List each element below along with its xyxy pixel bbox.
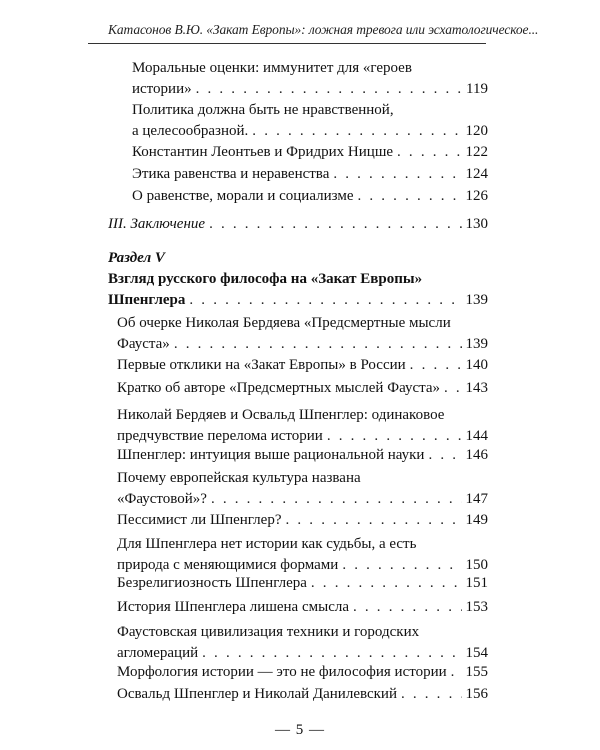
toc-page-number: 119 (466, 81, 488, 97)
toc-entry-text: Освальд Шпенглер и Николай Данилевский (117, 686, 397, 702)
toc-entry (117, 468, 488, 510)
toc-entry (117, 378, 488, 399)
toc-page-number: 155 (465, 664, 488, 680)
toc-entry-text: История Шпенглера лишена смысла (117, 599, 349, 615)
toc-entry-text: Фаустовская цивилизация техники и городских (117, 624, 420, 640)
toc-entry (117, 622, 488, 664)
toc-entry (117, 510, 488, 531)
toc-page-number: 151 (465, 575, 488, 591)
toc-entry-text: Шпенглер: интуиция выше рациональной науки (117, 447, 425, 463)
toc-page-number: 124 (465, 166, 488, 182)
dot-leader (401, 684, 462, 705)
dot-leader (202, 643, 461, 664)
toc-entry (117, 445, 488, 466)
toc-page-number: 144 (465, 428, 488, 444)
toc-entry-text: Взгляд русского философа на «Закат Европы» (108, 271, 423, 287)
toc-page-number: 153 (465, 599, 488, 615)
toc-entry-text: истории» (132, 81, 192, 97)
toc-page-number: 156 (465, 686, 488, 702)
toc-entry (117, 405, 488, 447)
toc-entry-text: Шпенглера (108, 292, 186, 308)
dot-leader (333, 164, 461, 185)
toc-entry-text: О равенстве, морали и социализме (132, 188, 354, 204)
toc-entry-text: агломераций (117, 645, 199, 661)
toc-entry-text: Почему европейская культура названа (117, 470, 361, 486)
dot-leader (286, 510, 462, 531)
toc-entry-text: Для Шпенглера нет истории как судьбы, а есть (117, 536, 417, 552)
toc-page-number: 139 (465, 336, 488, 352)
toc-entry-text: Политика должна быть не нравственной, (132, 102, 394, 118)
toc-entry-text: Николай Бердяев и Освальд Шпенглер: одинаковое (117, 407, 445, 423)
toc-page-number: 143 (465, 380, 488, 396)
running-head: Катасонов В.Ю. «Закат Европы»: ложная тревога или эсхатологическое... (108, 22, 539, 37)
page-number: — 5 — (275, 722, 325, 738)
dot-leader (174, 334, 462, 355)
header-rule (88, 43, 486, 44)
dot-leader (327, 426, 462, 447)
toc-entry-text: предчувствие перелома истории (117, 428, 323, 444)
toc-entry-text: Фауста» (117, 336, 170, 352)
toc-entry-text: Этика равенства и неравенства (132, 166, 330, 182)
toc-page-number: 147 (465, 491, 488, 507)
toc-entry (132, 186, 488, 207)
toc-page-number: 146 (465, 447, 488, 463)
dot-leader (444, 378, 461, 399)
dot-leader (189, 290, 461, 311)
toc-page-number: 149 (465, 512, 488, 528)
toc-entry (117, 355, 488, 376)
toc-entry (117, 662, 488, 683)
dot-leader (209, 214, 461, 235)
toc-page-number: 130 (465, 216, 488, 232)
toc-entry-text: Первые отклики на «Закат Европы» в России (117, 357, 406, 373)
toc-page-number: 126 (465, 188, 488, 204)
section-label: Раздел V (108, 250, 165, 266)
toc-entry-text: Кратко об авторе «Предсмертных мыслей Фауста» (117, 380, 441, 396)
toc-entry-text: а целесообразной. (132, 123, 249, 139)
toc-page-number: 120 (465, 123, 488, 139)
dot-leader (397, 142, 461, 163)
toc-entry-text: III. Заключение (108, 216, 206, 232)
toc-entry-text: «Фаустовой»? (117, 491, 207, 507)
dot-leader (357, 186, 461, 207)
toc-entry (117, 597, 488, 618)
toc-entry (132, 164, 488, 185)
toc-section-title (108, 269, 488, 311)
toc-page-number: 139 (465, 292, 488, 308)
dot-leader (252, 121, 461, 142)
toc-page-number: 150 (465, 557, 488, 573)
toc-entry (117, 534, 488, 576)
toc-entry (132, 142, 488, 163)
dot-leader (311, 573, 462, 594)
toc-entry-text: Пессимист ли Шпенглер? (117, 512, 282, 528)
toc-entry (117, 573, 488, 594)
dot-leader (211, 489, 462, 510)
toc-entry (132, 58, 488, 100)
toc-entry-text: Морфология истории — это не философия истории (117, 664, 447, 680)
toc-entry (117, 684, 488, 705)
toc-entry (132, 100, 488, 142)
toc-page-number: 140 (465, 357, 488, 373)
dot-leader (196, 79, 462, 100)
toc-entry (108, 214, 488, 235)
toc-page-number: 154 (465, 645, 488, 661)
dot-leader (428, 445, 461, 466)
toc-entry (117, 313, 488, 355)
toc-entry-text: природа с меняющимися формами (117, 557, 339, 573)
dot-leader (451, 662, 462, 683)
toc-page-number: 122 (465, 144, 488, 160)
dot-leader (353, 597, 462, 618)
toc-entry-text: Об очерке Николая Бердяева «Предсмертные мысли (117, 315, 451, 331)
toc-entry-text: Моральные оценки: иммунитет для «героев (132, 60, 412, 76)
toc-entry-text: Безрелигиозность Шпенглера (117, 575, 307, 591)
dot-leader (410, 355, 462, 376)
toc-entry-text: Константин Леонтьев и Фридрих Ницше (132, 144, 394, 160)
